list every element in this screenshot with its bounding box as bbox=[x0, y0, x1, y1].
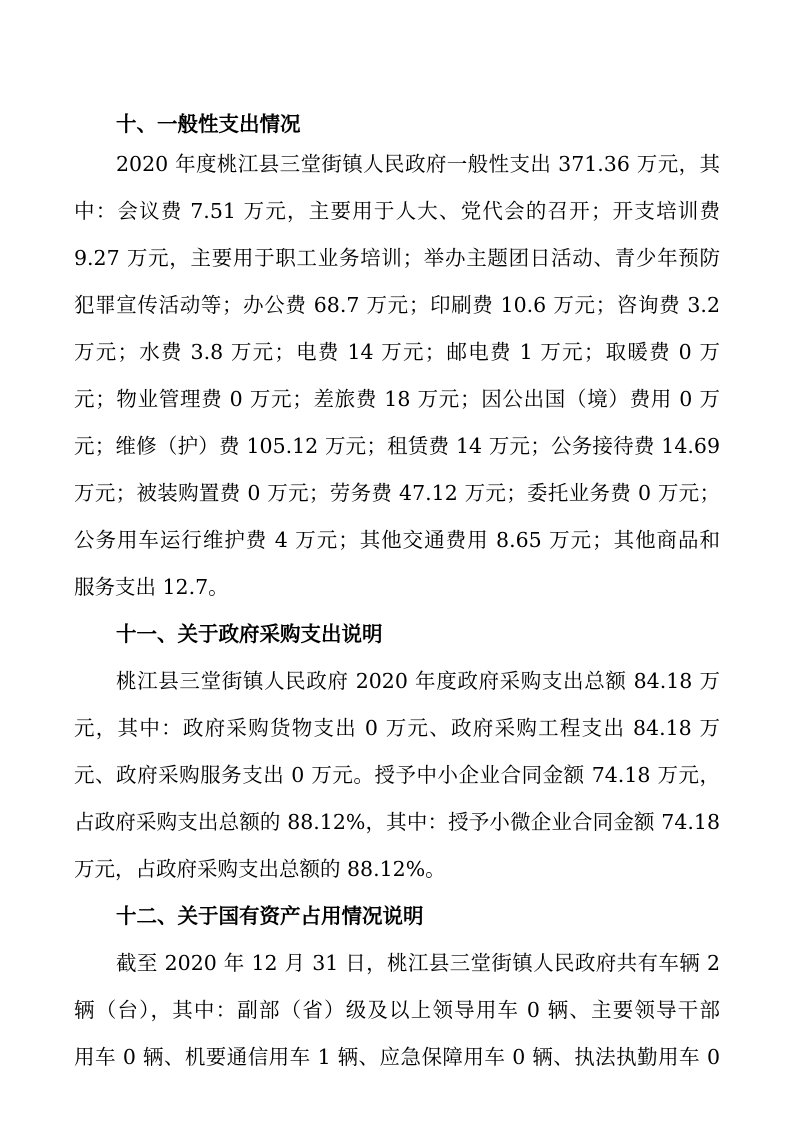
paragraph-line: 万元；被装购置费 0 万元；劳务费 47.12 万元；委托业务费 0 万元； bbox=[74, 481, 720, 505]
paragraph-line: 万元；水费 3.8 万元；电费 14 万元；邮电费 1 万元；取暖费 0 万 bbox=[74, 340, 720, 364]
paragraph-line: 用车 0 辆、机要通信用车 1 辆、应急保障用车 0 辆、执法执勤用车 0 bbox=[74, 1045, 720, 1069]
paragraph-line: 服务支出 12.7。 bbox=[74, 575, 229, 599]
paragraph-line: 截至 2020 年 12 月 31 日，桃江县三堂街镇人民政府共有车辆 2 bbox=[116, 951, 720, 975]
paragraph-line: 犯罪宣传活动等；办公费 68.7 万元；印刷费 10.6 万元；咨询费 3.2 bbox=[74, 293, 720, 317]
paragraph-line: 元、政府采购服务支出 0 万元。授予中小企业合同金额 74.18 万元， bbox=[74, 763, 720, 787]
section-heading: 十一、关于政府采购支出说明 bbox=[116, 622, 383, 646]
paragraph-line: 万元，占政府采购支出总额的 88.12%。 bbox=[74, 857, 446, 881]
paragraph-line: 中：会议费 7.51 万元，主要用于人大、党代会的召开；开支培训费 bbox=[74, 199, 720, 223]
paragraph-line: 2020 年度桃江县三堂街镇人民政府一般性支出 371.36 万元，其 bbox=[116, 152, 720, 176]
section-heading: 十二、关于国有资产占用情况说明 bbox=[116, 904, 424, 928]
section-heading: 十、一般性支出情况 bbox=[116, 112, 301, 136]
paragraph-line: 桃江县三堂街镇人民政府 2020 年度政府采购支出总额 84.18 万 bbox=[116, 669, 720, 693]
paragraph-line: 元，其中：政府采购货物支出 0 万元、政府采购工程支出 84.18 万 bbox=[74, 716, 720, 740]
paragraph-line: 元；维修（护）费 105.12 万元；租赁费 14 万元；公务接待费 14.69 bbox=[74, 434, 720, 458]
paragraph-line: 公务用车运行维护费 4 万元；其他交通费用 8.65 万元；其他商品和 bbox=[74, 528, 720, 552]
paragraph-line: 辆（台），其中：副部（省）级及以上领导用车 0 辆、主要领导干部 bbox=[74, 998, 720, 1022]
paragraph-line: 占政府采购支出总额的 88.12%，其中：授予小微企业合同金额 74.18 bbox=[74, 810, 720, 834]
paragraph-line: 元；物业管理费 0 万元；差旅费 18 万元；因公出国（境）费用 0 万 bbox=[74, 387, 720, 411]
paragraph-line: 9.27 万元，主要用于职工业务培训；举办主题团日活动、青少年预防 bbox=[74, 246, 720, 270]
